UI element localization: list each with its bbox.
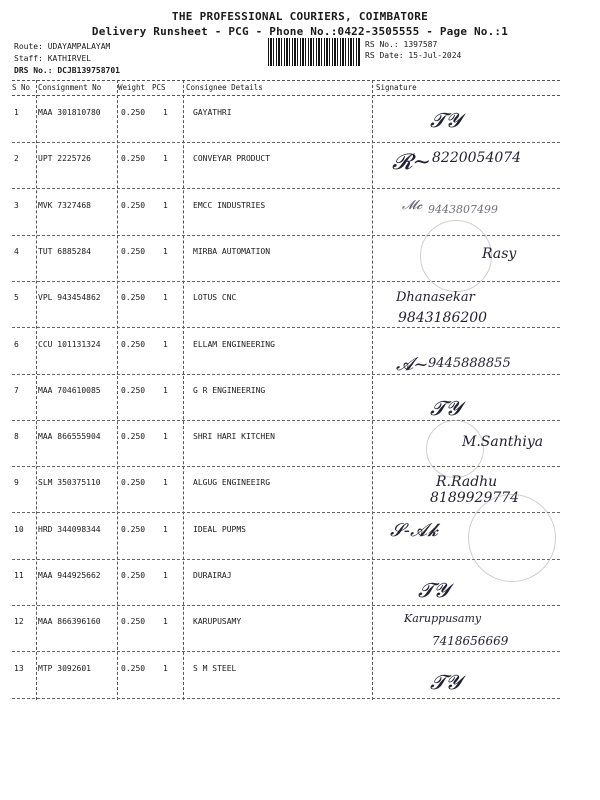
col-pcs: PCS bbox=[152, 83, 166, 92]
signature-scribble: 𝓢-𝓐𝓴 bbox=[390, 520, 439, 541]
route-value: UDAYAMPALAYAM bbox=[47, 42, 111, 51]
signature-phone: 8189929774 bbox=[430, 490, 520, 506]
row-pcs: 1 bbox=[163, 478, 168, 488]
row-weight: 0.250 bbox=[121, 154, 146, 164]
row-pcs: 1 bbox=[163, 385, 168, 395]
row-pcs: 1 bbox=[163, 108, 168, 117]
signature-phone: 9843186200 bbox=[398, 310, 488, 326]
company-stamp bbox=[468, 494, 556, 582]
row-consignment-no: VPL 943454862 bbox=[38, 293, 101, 303]
rs-date-line bbox=[365, 51, 461, 60]
row-sno: 6 bbox=[14, 339, 19, 349]
signature-phone: 8220054074 bbox=[432, 150, 522, 166]
signature-scribble: 𝓣𝓨 bbox=[430, 670, 461, 694]
rs-date-value: 15-Jul-2024 bbox=[408, 51, 462, 60]
row-consignment-no: HRD 344098344 bbox=[38, 524, 101, 534]
col-sno: S No bbox=[12, 83, 31, 92]
signature-scribble: 𝓣𝓨 bbox=[418, 578, 449, 602]
row-consignee: G R ENGINEERING bbox=[193, 385, 266, 395]
row-consignee: EMCC INDUSTRIES bbox=[193, 200, 266, 210]
staff-line bbox=[14, 54, 91, 63]
row-consignee: ALGUG ENGINEEIRG bbox=[193, 478, 271, 488]
row-consignee: CONVEYAR PRODUCT bbox=[193, 154, 271, 164]
row-consignee: ELLAM ENGINEERING bbox=[193, 339, 275, 349]
runsheet-subtitle: Delivery Runsheet - PCG - Phone No.:0422-3505555 - Page No.:1 bbox=[91, 25, 509, 38]
row-consignee: MIRBA AUTOMATION bbox=[193, 246, 271, 256]
row-weight: 0.250 bbox=[121, 432, 146, 442]
row-sno: 3 bbox=[14, 200, 19, 210]
row-sno: 4 bbox=[14, 246, 19, 256]
signature-scribble: 𝓐~ bbox=[396, 354, 429, 375]
col-consignment: Consignment No bbox=[38, 83, 102, 92]
row-sno: 11 bbox=[14, 571, 24, 580]
row-weight: 0.250 bbox=[121, 524, 146, 534]
rs-date-label: RS Date: bbox=[365, 51, 404, 60]
row-weight: 0.250 bbox=[121, 339, 146, 349]
signature-name: Karuppusamy bbox=[404, 612, 482, 625]
row-pcs: 1 bbox=[163, 571, 168, 580]
row-pcs: 1 bbox=[163, 524, 168, 534]
row-weight: 0.250 bbox=[121, 108, 146, 117]
signature-scribble: 𝓣𝓨 bbox=[430, 108, 461, 132]
row-consignee: LOTUS CNC bbox=[193, 293, 237, 303]
signature-name: M.Santhiya bbox=[462, 434, 544, 450]
row-consignment-no: MVK 7327468 bbox=[38, 200, 91, 210]
row-pcs: 1 bbox=[163, 246, 168, 256]
row-pcs: 1 bbox=[163, 293, 168, 303]
drs-label: DRS No.: bbox=[14, 66, 53, 75]
row-sno: 5 bbox=[14, 293, 19, 303]
drs-value: DCJB139758701 bbox=[57, 66, 120, 75]
signature-phone: 9443807499 bbox=[428, 203, 498, 216]
row-sno: 13 bbox=[14, 663, 24, 673]
barcode bbox=[268, 38, 360, 66]
row-weight: 0.250 bbox=[121, 571, 146, 580]
row-sno: 12 bbox=[14, 617, 24, 627]
row-sno: 10 bbox=[14, 524, 24, 534]
col-signature: Signature bbox=[376, 83, 417, 92]
route-label: Route: bbox=[14, 42, 43, 51]
signature-scribble: 𝓡~ bbox=[392, 150, 431, 175]
col-consignee: Consignee Details bbox=[186, 83, 263, 92]
row-weight: 0.250 bbox=[121, 200, 146, 210]
table-header bbox=[12, 80, 560, 96]
rs-no-value: 1397587 bbox=[403, 40, 438, 49]
signature-scribble: 𝓜𝓬 bbox=[402, 198, 423, 213]
row-consignment-no: MAA 866396160 bbox=[38, 617, 101, 627]
rs-no-label: RS No.: bbox=[365, 40, 399, 49]
row-consignment-no: UPT 2225726 bbox=[38, 154, 91, 164]
signature-scribble: 𝓣𝓨 bbox=[430, 396, 461, 420]
row-consignment-no: TUT 6885284 bbox=[38, 246, 91, 256]
row-sno: 9 bbox=[14, 478, 19, 488]
row-weight: 0.250 bbox=[121, 478, 146, 488]
staff-label: Staff: bbox=[14, 54, 43, 63]
table-row bbox=[12, 652, 560, 699]
col-weight: Weight bbox=[118, 83, 146, 92]
row-consignee: S M STEEL bbox=[193, 663, 237, 673]
row-consignment-no: MAA 301810780 bbox=[38, 108, 101, 117]
row-consignee: SHRI HARI KITCHEN bbox=[193, 432, 275, 442]
row-sno: 2 bbox=[14, 154, 19, 164]
row-pcs: 1 bbox=[163, 663, 168, 673]
staff-value: KATHIRVEL bbox=[47, 54, 92, 63]
row-weight: 0.250 bbox=[121, 663, 146, 673]
signature-text: Rasy bbox=[482, 246, 517, 262]
row-pcs: 1 bbox=[163, 432, 168, 442]
row-sno: 1 bbox=[14, 108, 19, 117]
row-consignment-no: MTP 3092601 bbox=[38, 663, 91, 673]
row-pcs: 1 bbox=[163, 154, 168, 164]
row-sno: 8 bbox=[14, 432, 19, 442]
table-row bbox=[12, 96, 560, 143]
signature-phone: 7418656669 bbox=[432, 634, 509, 648]
rs-no-line bbox=[365, 40, 437, 49]
route-line bbox=[14, 42, 110, 51]
signature-name: R.Radhu bbox=[436, 474, 498, 490]
row-sno: 7 bbox=[14, 385, 19, 395]
row-consignment-no: MAA 944925662 bbox=[38, 571, 101, 580]
row-weight: 0.250 bbox=[121, 617, 146, 627]
row-pcs: 1 bbox=[163, 200, 168, 210]
row-weight: 0.250 bbox=[121, 246, 146, 256]
row-weight: 0.250 bbox=[121, 293, 146, 303]
row-pcs: 1 bbox=[163, 339, 168, 349]
table-row bbox=[12, 374, 560, 421]
row-consignee: KARUPUSAMY bbox=[193, 617, 242, 627]
row-pcs: 1 bbox=[163, 617, 168, 627]
row-consignment-no: MAA 866555904 bbox=[38, 432, 101, 442]
row-consignee: DURAIRAJ bbox=[193, 571, 232, 580]
row-consignment-no: SLM 350375110 bbox=[38, 478, 101, 488]
row-weight: 0.250 bbox=[121, 385, 146, 395]
signature-phone: 9445888855 bbox=[428, 356, 511, 371]
signature-name: Dhanasekar bbox=[396, 290, 475, 305]
row-consignment-no: MAA 704610085 bbox=[38, 385, 101, 395]
drs-line bbox=[14, 66, 120, 75]
row-consignee: IDEAL PUPMS bbox=[193, 524, 246, 534]
row-consignee: GAYATHRI bbox=[193, 108, 232, 117]
row-consignment-no: CCU 101131324 bbox=[38, 339, 101, 349]
company-title: THE PROFESSIONAL COURIERS, COIMBATORE bbox=[171, 10, 429, 23]
